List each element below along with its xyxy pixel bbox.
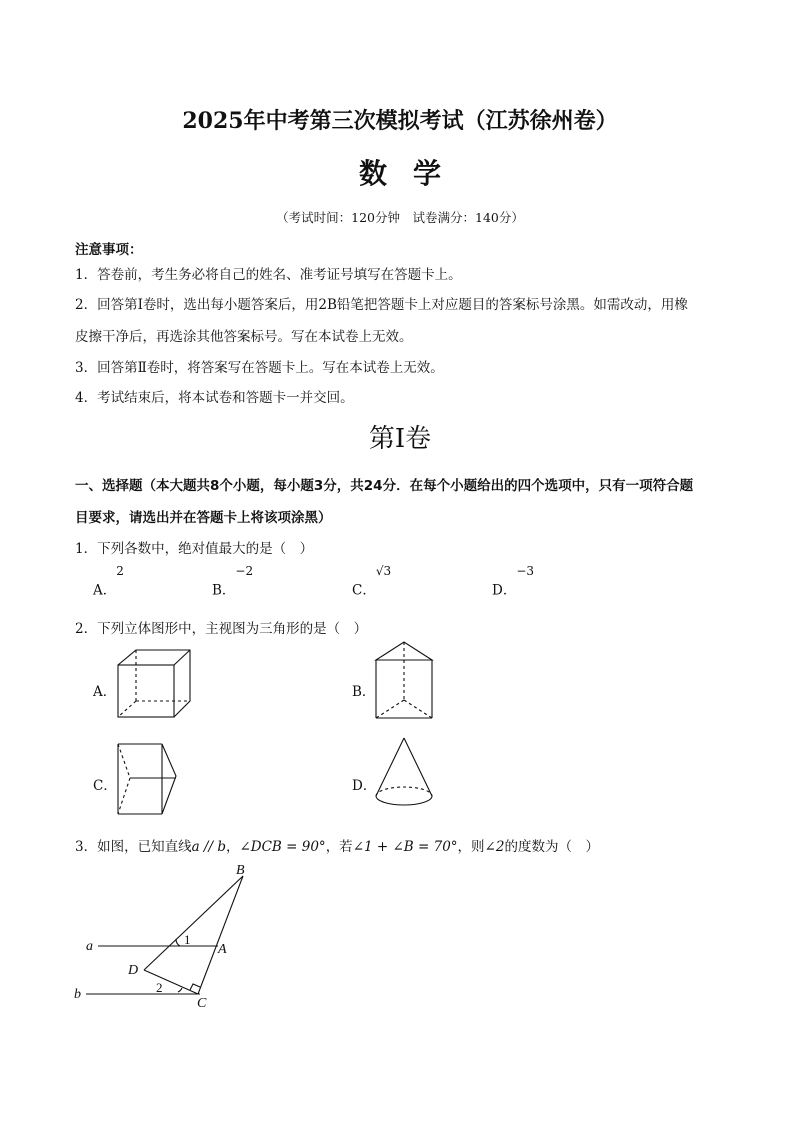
q1-option-d-label: D． [492, 582, 517, 599]
q3-stem-end: 的度数为（ ） [504, 839, 599, 855]
q2-figure-cube [110, 645, 195, 725]
q1-stem: 1．下列各数中，绝对值最大的是（ ） [75, 541, 314, 557]
q2-stem: 2．下列立体图形中，主视图为三角形的是（ ） [75, 621, 368, 637]
q1-option-c-label: C． [352, 582, 376, 599]
exam-title: 2025年中考第三次模拟考试（江苏徐州卷） [182, 108, 618, 134]
q2-figure-pentagonal-prism [112, 740, 187, 820]
q1-option-a[interactable] [93, 564, 124, 599]
q3-target-angle: ∠2 [484, 839, 505, 855]
q3-parallel: a // b [191, 839, 226, 855]
q3-label-C: C [197, 996, 207, 1011]
q3-label-angle-1: 1 [184, 932, 191, 947]
q2-figure-prism [370, 638, 440, 723]
q1-option-b[interactable] [212, 564, 254, 599]
q1-option-a-label: A． [93, 582, 117, 599]
q2-option-a-label[interactable]: A． [93, 684, 117, 700]
q1-option-c[interactable] [352, 564, 392, 599]
q3-label-b: b [74, 987, 81, 1002]
q3-sep3: ，则 [457, 839, 485, 855]
q3-label-A: A [218, 942, 227, 957]
q3-label-B: B [236, 863, 245, 878]
notice-item-2-cont: 皮擦干净后，再选涂其他答案标号。写在本试卷上无效。 [75, 329, 413, 345]
q3-stem [75, 835, 599, 855]
q1-option-a-value: 2 [116, 564, 124, 578]
notice-item-2: 2．回答第Ⅰ卷时，选出每小题答案后，用2B铅笔把答题卡上对应题目的答案标号涂黑。如需改动，用橡 [75, 297, 688, 313]
q2-option-c-label[interactable]: C． [93, 778, 117, 794]
q1-option-c-value: √3 [375, 564, 392, 578]
section-heading-line2: 目要求，请选出并在答题卡上将该项涂黑） [75, 510, 332, 526]
q2-figure-cone [370, 734, 450, 814]
q2-option-d-label[interactable]: D． [352, 778, 377, 794]
q1-option-d-value: −3 [516, 564, 535, 578]
q3-label-D: D [128, 963, 139, 978]
exam-info: （考试时间：120分钟 试卷满分：140分） [276, 210, 524, 225]
q3-stem-start: 3．如图，已知直线 [75, 839, 192, 855]
q3-sep1: ， [225, 839, 240, 855]
notice-item-4: 4．考试结束后，将本试卷和答题卡一并交回。 [75, 390, 354, 406]
notice-title: 注意事项： [75, 242, 143, 258]
notice-item-3: 3．回答第Ⅱ卷时，将答案写在答题卡上。写在本试卷上无效。 [75, 360, 444, 376]
q3-geometry-figure [70, 860, 270, 1010]
q3-label-angle-2: 2 [156, 980, 163, 995]
subject-title: 数学 [358, 157, 467, 190]
q3-angle-sum: ∠1 + ∠B = 70° [352, 839, 458, 855]
volume-title: 第Ⅰ卷 [368, 424, 432, 454]
q3-angle-dcb: ∠DCB = 90° [239, 839, 326, 855]
q2-option-b-label[interactable]: B． [352, 684, 376, 700]
section-heading-line1: 一、选择题（本大题共8个小题，每小题3分，共24分．在每个小题给出的四个选项中，只有一项符合题 [75, 478, 694, 494]
notice-item-1: 1．答卷前，考生务必将自己的姓名、准考证号填写在答题卡上。 [75, 267, 462, 283]
q3-sep2: ，若 [325, 839, 353, 855]
q3-label-a: a [86, 939, 93, 954]
q1-option-b-label: B． [212, 582, 236, 599]
q1-option-b-value: −2 [235, 564, 254, 578]
q1-option-d[interactable] [492, 564, 535, 599]
